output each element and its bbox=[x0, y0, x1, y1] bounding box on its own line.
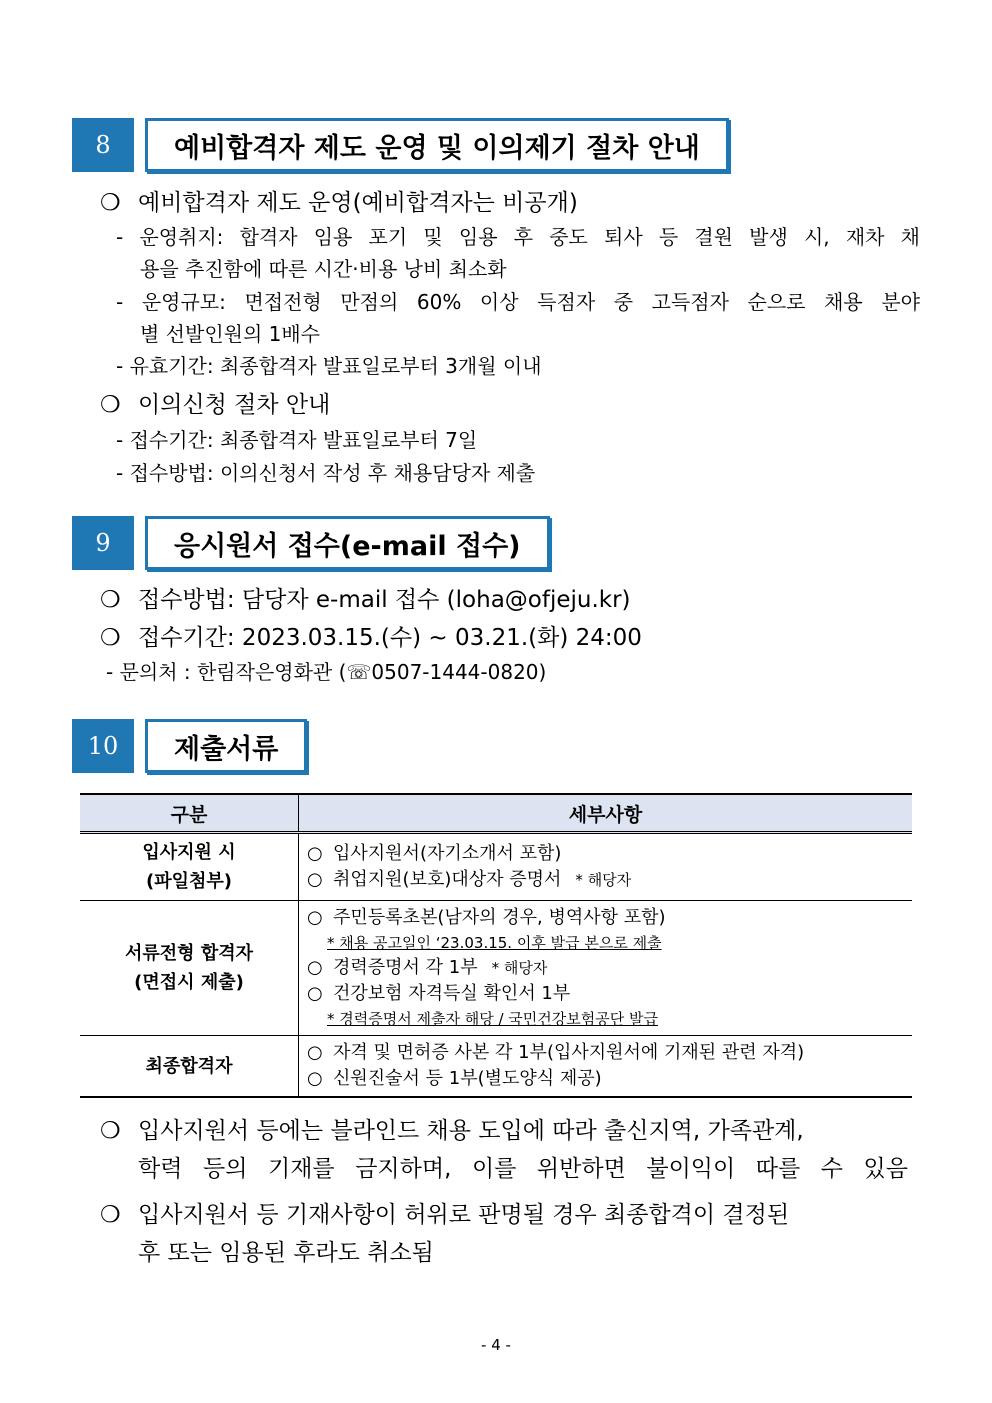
section-title: 예비합격자 제도 운영 및 이의제기 절차 안내 bbox=[145, 118, 729, 172]
details-cell bbox=[299, 901, 913, 1036]
page-number: - 4 - bbox=[481, 1336, 511, 1354]
dash-item-continued: 용을 추진함에 따른 시간·비용 낭비 최소화 bbox=[140, 257, 507, 281]
table-header-row bbox=[80, 794, 912, 833]
category-cell: 서류전형 합격자 (면접시 제출) bbox=[80, 901, 299, 1036]
list-item: ○ 경력증명서 각 1부 * 해당자 bbox=[307, 955, 904, 981]
bullet-item: ❍ 이의신청 절차 안내 bbox=[100, 392, 331, 418]
table-row bbox=[80, 1036, 912, 1098]
underlined-note: * 채용 공고일인 ‘23.03.15. 이후 발급 본으로 제출 bbox=[327, 934, 662, 952]
category-cell: 입사지원 시 (파일첨부) bbox=[80, 833, 299, 901]
bullet-item: ❍ 접수기간: 2023.03.15.(수) ~ 03.21.(화) 24:00 bbox=[100, 625, 642, 651]
details-cell bbox=[299, 833, 913, 901]
list-item: ○ 자격 및 면허증 사본 각 1부(입사지원서에 기재된 관련 자격) bbox=[307, 1040, 904, 1066]
circle-bullet-icon: ○ bbox=[307, 957, 323, 978]
list-item: ○ 입사지원서(자기소개서 포함) bbox=[307, 841, 904, 867]
circle-bullet-icon: ❍ bbox=[100, 1118, 121, 1144]
list-item: ○ 취업지원(보호)대상자 증명서 * 해당자 bbox=[307, 867, 904, 893]
documents-table bbox=[80, 793, 912, 1098]
circle-bullet-icon: ❍ bbox=[100, 587, 121, 613]
column-header: 구분 bbox=[80, 794, 299, 833]
dash-item-continued: 별 선발인원의 1배수 bbox=[140, 322, 320, 346]
bullet-item: ❍ 입사지원서 등에는 블라인드 채용 도입에 따라 출신지역, 가족관계, bbox=[100, 1118, 804, 1144]
inline-note: * 해당자 bbox=[575, 871, 632, 889]
list-item: ○ 건강보험 자격득실 확인서 1부 bbox=[307, 981, 904, 1007]
dash-item: - 접수기간: 최종합격자 발표일로부터 7일 bbox=[116, 428, 478, 452]
circle-bullet-icon: ○ bbox=[307, 1068, 323, 1089]
circle-bullet-icon: ❍ bbox=[100, 190, 121, 216]
circle-bullet-icon: ○ bbox=[307, 983, 323, 1004]
circle-bullet-icon: ○ bbox=[307, 907, 323, 928]
bullet-item-continued: 학력 등의 기재를 금지하며, 이를 위반하면 불이익이 따를 수 있음 bbox=[138, 1156, 908, 1182]
dash-item: - 접수방법: 이의신청서 작성 후 채용담당자 제출 bbox=[116, 461, 536, 485]
bullet-item: ❍ 예비합격자 제도 운영(예비합격자는 비공개) bbox=[100, 190, 578, 216]
dash-item: - 운영취지: 합격자 임용 포기 및 임용 후 중도 퇴사 등 결원 발생 시, 재차 채 bbox=[116, 225, 920, 249]
bullet-item: ❍ 접수방법: 담당자 e-mail 접수 (loha@ofjeju.kr) bbox=[100, 587, 631, 613]
list-item: ○ 주민등록초본(남자의 경우, 병역사항 포함) bbox=[307, 905, 904, 931]
underlined-note: * 경력증명서 제출자 해당 / 국민건강보험공단 발급 bbox=[327, 1010, 658, 1028]
table-row bbox=[80, 901, 912, 1036]
category-cell: 최종합격자 bbox=[80, 1036, 299, 1098]
section-number: 8 bbox=[72, 118, 134, 172]
section-title: 제출서류 bbox=[145, 719, 307, 773]
circle-bullet-icon: ❍ bbox=[100, 1202, 121, 1228]
details-cell bbox=[299, 1036, 913, 1098]
column-header: 세부사항 bbox=[299, 794, 913, 833]
bullet-item: ❍ 입사지원서 등 기재사항이 허위로 판명될 경우 최종합격이 결정된 bbox=[100, 1202, 790, 1228]
circle-bullet-icon: ○ bbox=[307, 1042, 323, 1063]
circle-bullet-icon: ○ bbox=[307, 843, 323, 864]
dash-item: - 유효기간: 최종합격자 발표일로부터 3개월 이내 bbox=[116, 354, 542, 378]
dash-item: - 운영규모: 면접전형 만점의 60% 이상 득점자 중 고득점자 순으로 채용 분야 bbox=[116, 290, 920, 314]
circle-bullet-icon: ❍ bbox=[100, 625, 121, 651]
section-number: 9 bbox=[72, 516, 134, 570]
circle-bullet-icon: ○ bbox=[307, 869, 323, 890]
table-row bbox=[80, 833, 912, 901]
section-number: 10 bbox=[72, 719, 134, 773]
bullet-item-continued: 후 또는 임용된 후라도 취소됨 bbox=[138, 1240, 434, 1266]
circle-bullet-icon: ❍ bbox=[100, 392, 121, 418]
contact-line: - 문의처 : 한림작은영화관 (☏0507-1444-0820) bbox=[106, 660, 547, 684]
section-title: 응시원서 접수(e-mail 접수) bbox=[145, 516, 550, 570]
list-item: ○ 신원진술서 등 1부(별도양식 제공) bbox=[307, 1066, 904, 1092]
inline-note: * 해당자 bbox=[491, 959, 548, 977]
